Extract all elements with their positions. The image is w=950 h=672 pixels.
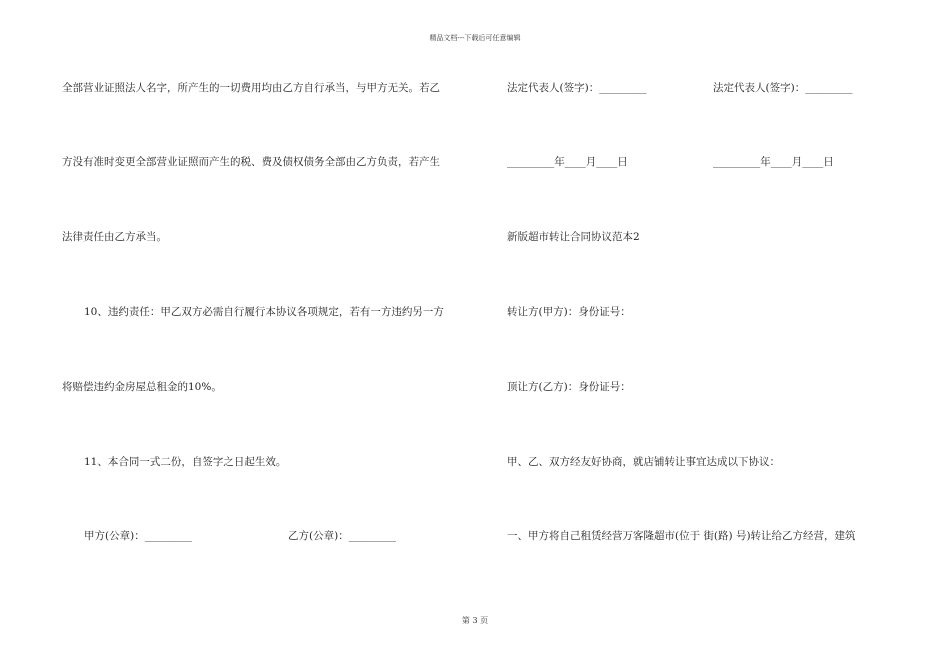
page-number: 第 3 页	[461, 616, 489, 625]
left-paragraph-line-2: 方没有准时变更全部营业证照而产生的税、费及债权债务全部由乙方负责，若产生	[62, 156, 440, 168]
left-paragraph-line-1: 全部营业证照法人名字，所产生的一切费用均由乙方自行承当，与甲方无关。若乙	[62, 82, 440, 94]
transferee-line: 顶让方(乙方)：身份证号：	[507, 381, 631, 393]
party-b-representative-signature: 法定代表人(签字)：_________	[713, 82, 853, 94]
party-a-representative-signature: 法定代表人(签字)：_________	[507, 82, 647, 94]
left-paragraph-line-3: 法律责任由乙方承当。	[62, 231, 167, 243]
breach-clause-line-1: 10、违约责任：甲乙双方必需自行履行本协议各项规定，若有一方违约另一方	[84, 306, 444, 318]
party-b-seal-line: 乙方(公章)：_________	[288, 530, 396, 542]
transferor-line: 转让方(甲方)：身份证号：	[507, 306, 631, 318]
page-header: 精品文档---下载后可任意编辑	[429, 34, 521, 42]
party-a-seal-line: 甲方(公章)：_________	[84, 530, 192, 542]
party-a-sign-date: _________年____月____日	[507, 156, 628, 168]
breach-clause-line-2: 将赔偿违约金房屋总租金的10%。	[62, 381, 222, 393]
agreement-intro: 甲、乙、双方经友好协商，就店铺转让事宜达成以下协议：	[507, 456, 780, 468]
clause-1-line: 一、甲方将自己租赁经营万客隆超市(位于 街(路) 号)转让给乙方经营，建筑	[507, 530, 856, 542]
effective-clause: 11、本合同一式二份，自签字之日起生效。	[84, 456, 287, 468]
party-b-sign-date: _________年____月____日	[713, 156, 834, 168]
contract-title: 新版超市转让合同协议范本2	[507, 231, 640, 243]
